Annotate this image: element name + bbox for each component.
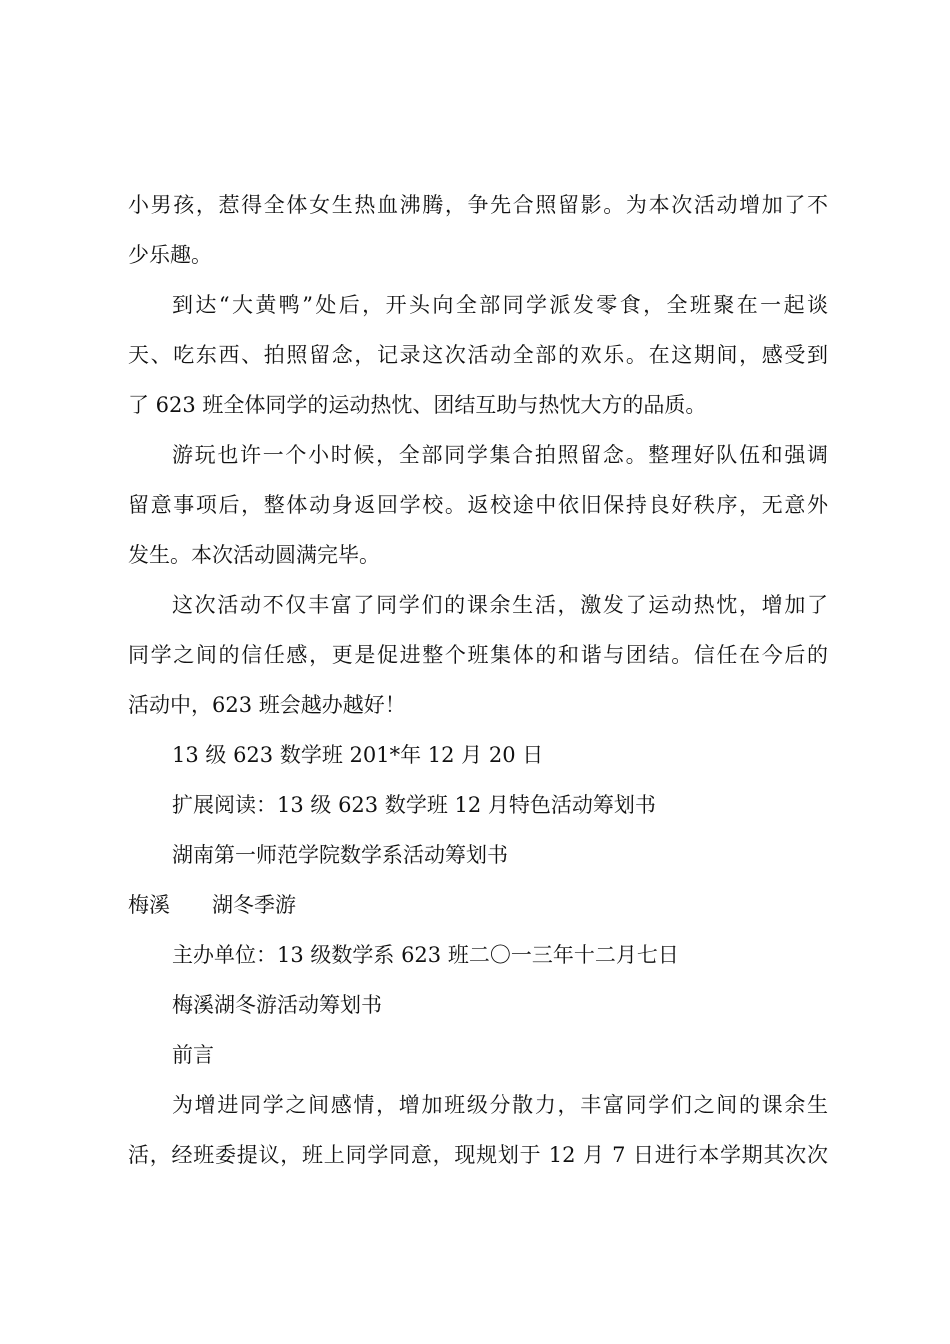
event-title: 梅溪 湖冬季游 xyxy=(128,893,296,917)
paragraph-line: 为增进同学之间感情，增加班级分散力，丰富同学们之间的课余生 xyxy=(172,1093,828,1117)
paragraph-line: 少乐趣。 xyxy=(128,243,212,267)
paragraph-line: 了 623 班全体同学的运动热忱、团结互助与热忱大方的品质。 xyxy=(128,393,707,417)
paragraph-line: 游玩也许一个小时候，全部同学集合拍照留念。整理好队伍和强调 xyxy=(172,443,828,467)
plan-title: 梅溪湖冬游活动筹划书 xyxy=(172,993,382,1017)
paragraph-line: 发生。本次活动圆满完毕。 xyxy=(128,543,380,567)
paragraph-line: 小男孩，惹得全体女生热血沸腾，争先合照留影。为本次活动增加了不 xyxy=(128,193,828,217)
paragraph-line: 留意事项后，整体动身返回学校。返校途中依旧保持良好秩序，无意外 xyxy=(128,493,828,517)
preface-heading: 前言 xyxy=(172,1043,214,1067)
paragraph-line: 活，经班委提议，班上同学同意，现规划于 12 月 7 日进行本学期其次次 xyxy=(128,1143,828,1167)
paragraph-line: 这次活动不仅丰富了同学们的课余生活，激发了运动热忱，增加了 xyxy=(172,593,828,617)
extended-reading-heading: 扩展阅读：13 级 623 数学班 12 月特色活动筹划书 xyxy=(172,793,656,817)
paragraph-line: 天、吃东西、拍照留念，记录这次活动全部的欢乐。在这期间，感受到 xyxy=(128,343,828,367)
paragraph-line: 到达“大黄鸭”处后，开头向全部同学派发零食，全班聚在一起谈 xyxy=(172,293,828,317)
date-line: 13 级 623 数学班 201*年 12 月 20 日 xyxy=(172,743,544,767)
paragraph-line: 同学之间的信任感，更是促进整个班集体的和谐与团结。信任在今后的 xyxy=(128,643,828,667)
organizer-line: 主办单位：13 级数学系 623 班二〇一三年十二月七日 xyxy=(172,943,679,967)
college-heading: 湖南第一师范学院数学系活动筹划书 xyxy=(172,843,508,867)
paragraph-line: 活动中，623 班会越办越好！ xyxy=(128,693,406,717)
